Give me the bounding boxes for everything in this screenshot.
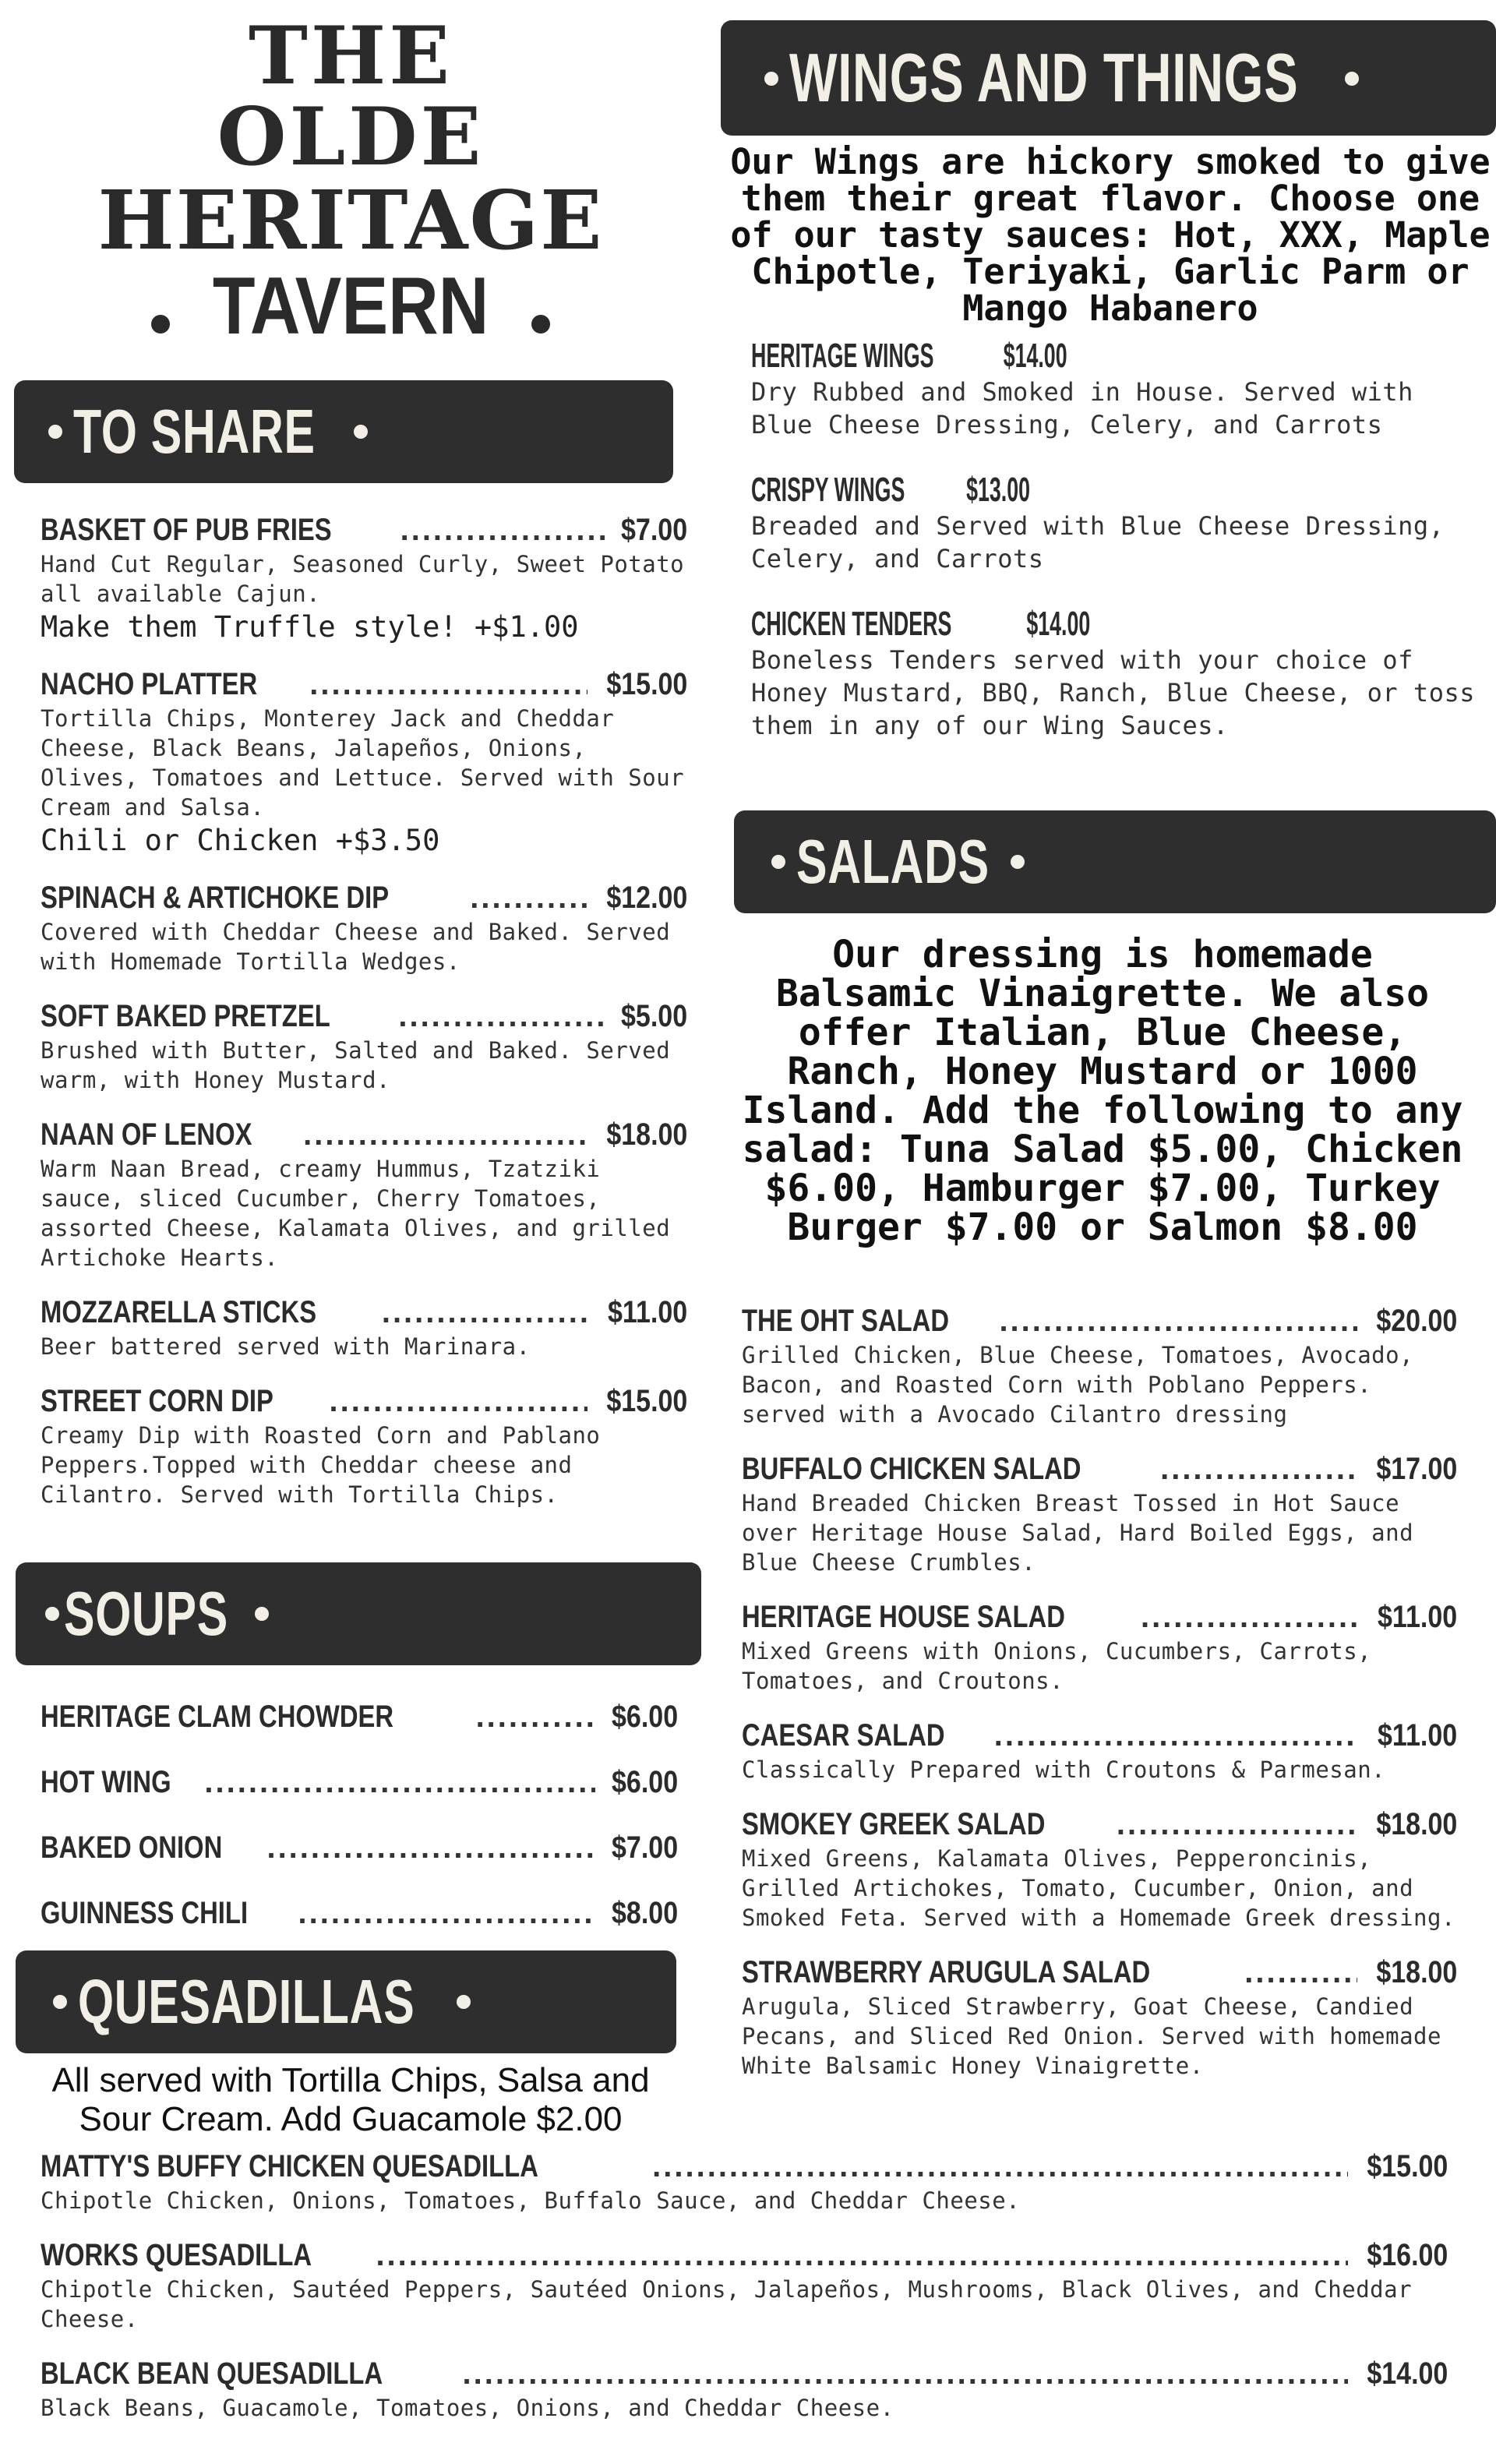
section-title: SALADS xyxy=(796,827,990,896)
menu-item-header xyxy=(41,1697,678,1736)
menu-item-addon: Chili or Chicken +$3.50 xyxy=(41,824,440,857)
menu-item xyxy=(742,1449,1457,1577)
menu-item-name: NAAN OF LENOX xyxy=(41,1117,252,1152)
menu-item-price: $14.00 xyxy=(1004,337,1067,375)
menu-item-description: Black Beans, Guacamole, Tomatoes, Onions, and Cheddar Cheese. xyxy=(41,2395,894,2421)
menu-item-price: $6.00 xyxy=(611,1700,678,1734)
menu-item xyxy=(41,1763,678,1802)
dot-leader xyxy=(1160,1449,1357,1488)
menu-item xyxy=(41,1828,678,1867)
menu-item-header xyxy=(742,1449,1457,1488)
wings-intro: Our Wings are hickory smoked to give them their great flavor. Choose one of our tasty sauces: Hot, XXX, Maple Chipotle, Teriyaki, Garlic Parm or Mango Habanero xyxy=(730,141,1491,329)
menu-item-header xyxy=(41,2354,1448,2393)
dot-leader xyxy=(204,1763,595,1802)
logo-line-4-wrap xyxy=(31,263,670,349)
menu-item-header xyxy=(742,1301,1457,1340)
menu-item xyxy=(41,2147,1448,2215)
menu-item-name: WORKS QUESADILLA xyxy=(41,2238,312,2272)
menu-item-price: $8.00 xyxy=(611,1896,678,1930)
menu-item xyxy=(742,1301,1457,1429)
menu-item-name: MOZZARELLA STICKS xyxy=(41,1295,317,1329)
bullet-icon xyxy=(45,1607,59,1621)
menu-item-header xyxy=(41,2236,1448,2275)
dot-leader xyxy=(400,510,605,549)
menu-item-title xyxy=(751,605,1108,644)
menu-item-name: HERITAGE HOUSE SALAD xyxy=(742,1600,1065,1634)
menu-item xyxy=(751,337,1476,441)
menu-item-description: Beer battered served with Marinara. xyxy=(41,1333,531,1360)
menu-item-price: $12.00 xyxy=(606,881,687,915)
dot-leader xyxy=(329,1382,587,1421)
menu-item-name: THE OHT SALAD xyxy=(742,1304,950,1338)
salads-intro: Our dressing is homemade Balsamic Vinaigrette. We also offer Italian, Blue Cheese, Ranch, Honey Mustard or 1000 Island. Add the following to any salad: Tuna Salad $5.00, Chicken $6.00, Hamburger $7.00, Turkey Burger $7.00 or Salmon $8.00 xyxy=(742,933,1463,1249)
menu-item-title xyxy=(751,337,1085,376)
menu-item-name: STREET CORN DIP xyxy=(41,1384,273,1418)
menu-item-description: Creamy Dip with Roasted Corn and Pablano Peppers.Topped with Cheddar cheese and Cilantro. Served with Tortilla Chips. xyxy=(41,1422,601,1508)
menu-item-name: BAKED ONION xyxy=(41,1830,223,1865)
menu-item-header xyxy=(41,878,687,917)
menu-item-header xyxy=(751,471,1476,510)
menu-item-price: $16.00 xyxy=(1367,2238,1448,2272)
bullet-icon xyxy=(771,855,785,869)
section-title: WINGS AND THINGS xyxy=(789,39,1299,116)
soups-list xyxy=(41,1697,678,1959)
bullet-icon xyxy=(48,425,62,439)
menu-item-header xyxy=(41,665,687,704)
menu-item xyxy=(41,2236,1448,2334)
menu-item-name: SMOKEY GREEK SALAD xyxy=(742,1807,1046,1841)
menu-item xyxy=(742,1953,1457,2081)
dot-leader xyxy=(463,2354,1348,2393)
menu-item-name: GUINNESS CHILI xyxy=(41,1896,249,1930)
logo-line-1: THE xyxy=(248,9,453,103)
menu-item-price: $18.00 xyxy=(1376,1807,1457,1841)
menu-item-price: $18.00 xyxy=(606,1117,687,1152)
menu-item-name: BASKET OF PUB FRIES xyxy=(41,513,332,547)
bullet-icon xyxy=(1345,72,1359,86)
menu-item-title xyxy=(751,471,1048,510)
menu-item xyxy=(41,997,687,1095)
menu-item-description: Warm Naan Bread, creamy Hummus, Tzatziki sauce, sliced Cucumber, Cherry Tomatoes, assorted Cheese, Kalamata Olives, and grilled Artichoke Hearts. xyxy=(41,1156,671,1271)
menu-item-header xyxy=(742,1953,1457,1992)
menu-item-price: $18.00 xyxy=(1376,1955,1457,1989)
menu-item-price: $7.00 xyxy=(620,513,687,547)
menu-item-header xyxy=(41,1293,687,1332)
bullet-icon xyxy=(457,1995,471,2009)
section-title: QUESADILLAS xyxy=(78,1967,415,2036)
menu-item-description: Chipotle Chicken, Sautéed Peppers, Sautéed Onions, Jalapeños, Mushrooms, Black Olives, and Cheddar Cheese. xyxy=(41,2276,1413,2332)
menu-item-price: $6.00 xyxy=(611,1765,678,1799)
menu-item xyxy=(41,1697,678,1736)
menu-item-header xyxy=(751,605,1476,644)
menu-item-name: CHICKEN TENDERS xyxy=(751,605,952,643)
menu-item xyxy=(742,1716,1457,1784)
to-share-list xyxy=(41,510,687,1530)
bullet-icon xyxy=(531,315,550,334)
logo-line-4: TAVERN xyxy=(212,261,489,351)
menu-item xyxy=(742,1805,1457,1933)
wings-list xyxy=(751,337,1476,771)
menu-item-description: Mixed Greens with Onions, Cucumbers, Carrots, Tomatoes, and Croutons. xyxy=(742,1638,1372,1694)
section-banner-wings xyxy=(721,20,1496,136)
menu-item xyxy=(41,665,687,858)
menu-item xyxy=(742,1597,1457,1696)
menu-item-price: $15.00 xyxy=(606,1384,687,1418)
menu-item-name: SOFT BAKED PRETZEL xyxy=(41,999,330,1033)
bullet-icon xyxy=(53,1995,67,2009)
menu-item-price: $5.00 xyxy=(620,999,687,1033)
dot-leader xyxy=(303,1115,587,1154)
menu-item-header xyxy=(742,1716,1457,1755)
menu-item-price: $20.00 xyxy=(1376,1304,1457,1338)
quesadillas-list xyxy=(41,2147,1448,2443)
menu-item-name: CRISPY WINGS xyxy=(751,471,905,509)
menu-item-name: BUFFALO CHICKEN SALAD xyxy=(742,1452,1081,1486)
menu-item-header xyxy=(41,2147,1448,2186)
menu-item-description: Hand Breaded Chicken Breast Tossed in Hot Sauce over Heritage House Salad, Hard Boiled Eggs, and Blue Cheese Crumbles. xyxy=(742,1490,1414,1576)
menu-item-header xyxy=(41,1894,678,1933)
bullet-icon xyxy=(1011,855,1025,869)
menu-item-header xyxy=(41,1115,687,1154)
dot-leader xyxy=(999,1301,1357,1340)
menu-item-price: $14.00 xyxy=(1367,2356,1448,2391)
menu-item-header xyxy=(41,1828,678,1867)
dot-leader xyxy=(1141,1597,1359,1636)
menu-item-description: Grilled Chicken, Blue Cheese, Tomatoes, Avocado, Bacon, and Roasted Corn with Poblano Peppers. served with a Avocado Cilantro dressing xyxy=(742,1342,1414,1428)
menu-item xyxy=(751,605,1476,742)
menu-item-description: Mixed Greens, Kalamata Olives, Pepperoncinis, Grilled Artichokes, Tomato, Cucumber, Onion, and Smoked Feta. Served with a Homemade Greek dressing. xyxy=(742,1845,1455,1931)
section-title: SOUPS xyxy=(64,1579,228,1648)
menu-item-name: STRAWBERRY ARUGULA SALAD xyxy=(742,1955,1151,1989)
menu-item-header xyxy=(742,1805,1457,1844)
menu-item-price: $11.00 xyxy=(1377,1718,1457,1753)
menu-item-price: $15.00 xyxy=(606,667,687,701)
menu-item xyxy=(41,2354,1448,2423)
section-banner-quesadillas xyxy=(16,1950,676,2053)
menu-item-description: Chipotle Chicken, Onions, Tomatoes, Buffalo Sauce, and Cheddar Cheese. xyxy=(41,2187,1021,2214)
menu-item-name: HOT WING xyxy=(41,1765,171,1799)
menu-item-header xyxy=(751,337,1476,376)
menu-item-price: $7.00 xyxy=(611,1830,678,1865)
dot-leader xyxy=(298,1894,595,1933)
dot-leader xyxy=(994,1716,1359,1755)
menu-item-description: Hand Cut Regular, Seasoned Curly, Sweet Potato all available Cajun. xyxy=(41,551,685,607)
menu-item-price: $17.00 xyxy=(1376,1452,1457,1486)
menu-item-header xyxy=(41,510,687,549)
menu-item-price: $11.00 xyxy=(1377,1600,1457,1634)
menu-item-description: Dry Rubbed and Smoked in House. Served with Blue Cheese Dressing, Celery, and Carrots xyxy=(751,377,1413,439)
dot-leader xyxy=(309,665,587,704)
menu-item-description: Brushed with Butter, Salted and Baked. Served warm, with Honey Mustard. xyxy=(41,1037,671,1093)
quesadillas-intro: All served with Tortilla Chips, Salsa and Sour Cream. Add Guacamole $2.00 xyxy=(51,2061,650,2138)
menu-item-price: $13.00 xyxy=(966,471,1031,509)
section-banner-to-share xyxy=(14,380,673,483)
menu-item-price: $14.00 xyxy=(1026,605,1091,643)
dot-leader xyxy=(1244,1953,1357,1992)
bullet-icon xyxy=(354,425,368,439)
menu-item-description: Arugula, Sliced Strawberry, Goat Cheese, Candied Pecans, and Sliced Red Onion. Served with homemade White Balsamic Honey Vinaigrette. xyxy=(742,1993,1441,2079)
tavern-logo xyxy=(31,9,670,351)
menu-item-price: $15.00 xyxy=(1367,2149,1448,2183)
menu-item xyxy=(41,510,687,644)
menu-item xyxy=(41,1894,678,1933)
menu-item-header xyxy=(41,1763,678,1802)
menu-item-addon: Make them Truffle style! +$1.00 xyxy=(41,610,579,644)
menu-item-header xyxy=(41,1382,687,1421)
logo-line-2: OLDE xyxy=(217,90,485,184)
menu-item-header xyxy=(742,1597,1457,1636)
bullet-icon xyxy=(255,1607,269,1621)
logo-line-3: HERITAGE xyxy=(97,172,604,268)
menu-item-name: NACHO PLATTER xyxy=(41,667,258,701)
menu-item-name: SPINACH & ARTICHOKE DIP xyxy=(41,881,390,915)
menu-item-name: BLACK BEAN QUESADILLA xyxy=(41,2356,383,2391)
menu-item-name: HERITAGE WINGS xyxy=(751,337,934,375)
dot-leader xyxy=(476,1697,595,1736)
menu-item xyxy=(41,1115,687,1273)
dot-leader xyxy=(398,997,605,1036)
menu-item xyxy=(41,878,687,976)
menu-item-name: CAESAR SALAD xyxy=(742,1718,945,1753)
dot-leader xyxy=(470,878,587,917)
menu-item-description: Breaded and Served with Blue Cheese Dressing, Celery, and Carrots xyxy=(751,511,1445,574)
section-banner-salads xyxy=(734,810,1496,913)
menu-item-price: $11.00 xyxy=(607,1295,687,1329)
bullet-icon xyxy=(764,72,778,86)
section-title: TO SHARE xyxy=(73,397,316,466)
menu-item xyxy=(751,471,1476,575)
menu-item-description: Boneless Tenders served with your choice of Honey Mustard, BBQ, Ranch, Blue Cheese, or toss them in any of our Wing Sauces. xyxy=(751,645,1475,740)
salads-list xyxy=(742,1301,1457,2101)
dot-leader xyxy=(266,1828,595,1867)
menu-item-header xyxy=(41,997,687,1036)
menu-item-description: Classically Prepared with Croutons & Parmesan. xyxy=(742,1756,1386,1783)
dot-leader xyxy=(382,1293,589,1332)
bullet-icon xyxy=(151,315,170,334)
menu-item-description: Covered with Cheddar Cheese and Baked. Served with Homemade Tortilla Wedges. xyxy=(41,919,671,975)
menu-item-name: HERITAGE CLAM CHOWDER xyxy=(41,1700,394,1734)
dot-leader xyxy=(376,2236,1347,2275)
menu-item-name: MATTY'S BUFFY CHICKEN QUESADILLA xyxy=(41,2149,538,2183)
dot-leader xyxy=(652,2147,1348,2186)
menu-item xyxy=(41,1293,687,1361)
section-banner-soups xyxy=(16,1562,701,1665)
menu-item-description: Tortilla Chips, Monterey Jack and Cheddar Cheese, Black Beans, Jalapeños, Onions, Olives, Tomatoes and Lettuce. Served with Sour Cream and Salsa. xyxy=(41,705,685,821)
dot-leader xyxy=(1117,1805,1357,1844)
menu-item xyxy=(41,1382,687,1509)
